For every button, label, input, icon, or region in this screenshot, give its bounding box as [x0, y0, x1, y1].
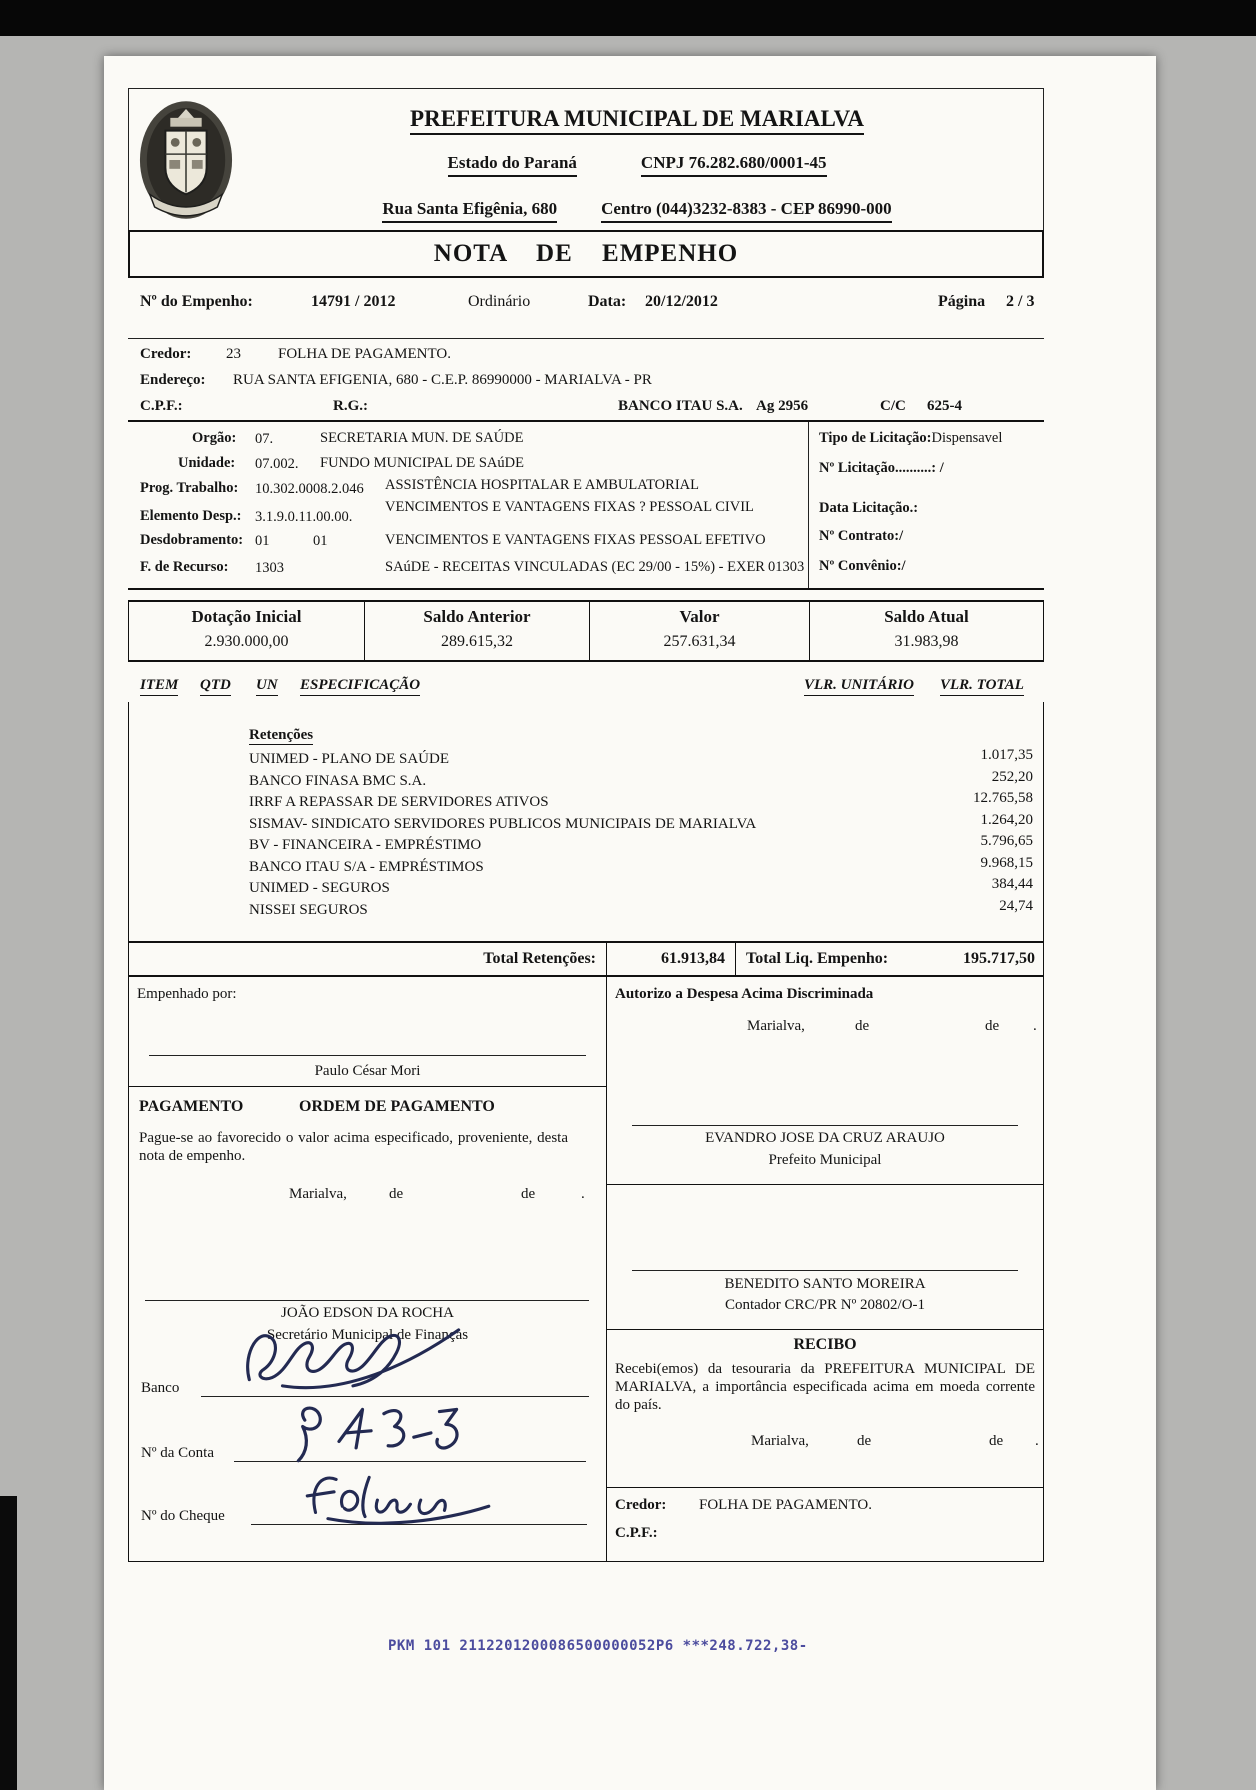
budget-classification-section	[128, 420, 1044, 590]
creditor-rg-label: R.G.:	[333, 398, 368, 414]
empenho-date: 20/12/2012	[645, 293, 718, 310]
receipt-creditor-name: FOLHA DE PAGAMENTO.	[699, 1497, 872, 1513]
letterhead	[128, 88, 1044, 230]
empenho-number: 14791 / 2012	[311, 293, 396, 310]
accountant-name: BENEDITO SANTO MOREIRA	[724, 1276, 926, 1292]
org-title: PREFEITURA MUNICIPAL DE MARIALVA	[410, 106, 864, 135]
bidding-type-row	[819, 430, 1002, 447]
classification-label: Unidade:	[178, 455, 236, 471]
cheque-number-scribble	[299, 1471, 495, 1525]
of-label: de	[855, 1018, 870, 1034]
col-especificacao: ESPECIFICAÇÃO	[300, 676, 420, 696]
signatures-section	[128, 977, 1044, 1562]
creditor-label: Credor:	[140, 346, 192, 362]
authorization-title: Autorizo a Despesa Acima Discriminada	[615, 986, 874, 1002]
total-net-value: 195.717,50	[963, 950, 1035, 967]
bank-signature-scribble	[241, 1325, 469, 1397]
of-label: de	[521, 1186, 536, 1202]
municipal-coat-of-arms-icon	[137, 97, 241, 224]
retention-value: 1.264,20	[980, 812, 1033, 828]
retention-desc: NISSEI SEGUROS	[249, 902, 368, 918]
amount-value: 31.983,98	[894, 633, 959, 650]
amount-column-header: Saldo Anterior	[365, 602, 590, 632]
empenho-number-label: Nº do Empenho:	[140, 293, 253, 310]
accountant-block	[607, 1185, 1043, 1330]
signature-line	[632, 1125, 1018, 1126]
agreement-number-label: Nº Convênio:/	[819, 558, 906, 574]
bidding-number-label: Nº Licitação..........: /	[819, 460, 944, 476]
empenho-date-label: Data:	[588, 293, 627, 310]
mayor-name: EVANDRO JOSE DA CRUZ ARAUJO	[705, 1130, 945, 1146]
retention-desc: UNIMED - SEGUROS	[249, 880, 390, 896]
classification-code: 07.	[255, 431, 274, 447]
page-label: Página	[938, 293, 986, 310]
budget-classification-left	[128, 422, 808, 588]
retention-desc: IRRF A REPASSAR DE SERVIDORES ATIVOS	[249, 794, 549, 810]
retention-value: 252,20	[991, 769, 1033, 785]
col-un: UN	[256, 676, 278, 696]
amount-value: 257.631,34	[590, 632, 810, 660]
bank-label: Banco	[141, 1380, 180, 1396]
total-retentions-label: Total Retenções:	[129, 943, 607, 975]
retention-desc: BV - FINANCEIRA - EMPRÉSTIMO	[249, 837, 482, 853]
payment-title: PAGAMENTO	[139, 1098, 244, 1115]
retention-value: 24,74	[999, 898, 1033, 914]
committed-by-label: Empenhado por:	[137, 986, 237, 1002]
payment-order-title: ORDEM DE PAGAMENTO	[299, 1098, 495, 1115]
classification-code: 1303	[255, 560, 284, 576]
period-mark: .	[581, 1186, 585, 1202]
receipt-cpf-label: C.P.F.:	[615, 1525, 658, 1541]
signature-line	[145, 1300, 589, 1301]
total-net-label: Total Liq. Empenho:	[746, 950, 889, 967]
classification-code-2: 01303	[768, 559, 805, 575]
amount-value: 2.930.000,00	[129, 632, 365, 660]
org-cnpj: CNPJ 76.282.680/0001-45	[641, 153, 827, 177]
classification-label: Desdobramento:	[140, 532, 244, 548]
col-vlr-unitario: VLR. UNITÁRIO	[804, 676, 914, 696]
col-vlr-total: VLR. TOTAL	[940, 676, 1024, 696]
org-title-row	[241, 105, 1033, 133]
account-number-scribble	[277, 1403, 463, 1465]
classification-code: 07.002.	[255, 456, 299, 472]
retention-desc: SISMAV- SINDICATO SERVIDORES PUBLICOS MUNICIPAIS DE MARIALVA	[249, 816, 757, 832]
creditor-bank-branch: Ag 2956	[756, 398, 809, 414]
classification-desc: SAúDE - RECEITAS VINCULADAS (EC 29/00 - 15%) - EXER	[385, 559, 765, 575]
retention-desc: UNIMED - PLANO DE SAÚDE	[249, 751, 449, 767]
city-label: Marialva,	[747, 1018, 805, 1034]
classification-desc: ASSISTÊNCIA HOSPITALAR E AMBULATORIAL	[385, 477, 699, 493]
retentions-group-title: Retenções	[249, 727, 314, 743]
retention-value: 12.765,58	[973, 790, 1033, 806]
bidding-date-label: Data Licitação.:	[819, 500, 919, 516]
classification-label: F. de Recurso:	[140, 559, 229, 575]
retention-desc: BANCO FINASA BMC S.A.	[249, 773, 427, 789]
bidding-type-value: Dispensavel	[931, 430, 1003, 446]
payment-order-block	[129, 1087, 606, 1561]
of-label: de	[989, 1433, 1004, 1449]
retention-value: 9.968,15	[980, 855, 1033, 871]
items-header-row	[128, 676, 1044, 702]
period-mark: .	[1035, 1433, 1039, 1449]
document-page	[104, 56, 1156, 1790]
classification-code: 01	[255, 533, 270, 549]
city-label: Marialva,	[751, 1433, 809, 1449]
scan-left-black-bar	[0, 1496, 17, 1790]
creditor-address: RUA SANTA EFIGENIA, 680 - C.E.P. 86990000 - MARIALVA - PR	[233, 372, 652, 388]
org-state: Estado do Paraná	[448, 153, 577, 177]
amount-column-header: Dotação Inicial	[129, 602, 365, 632]
classification-code: 3.1.9.0.11.00.00.	[255, 509, 353, 525]
classification-desc: VENCIMENTOS E VANTAGENS FIXAS ? PESSOAL CIVIL	[385, 499, 754, 515]
creditor-cpf-label: C.P.F.:	[140, 398, 183, 414]
amount-column-header: Valor	[590, 602, 810, 632]
contract-number-label: Nº Contrato:/	[819, 528, 904, 544]
amounts-table	[128, 600, 1044, 662]
classification-code: 10.302.0008.2.046	[255, 481, 364, 497]
finance-secretary-role: Secretário Municipal de Finanças	[266, 1327, 469, 1343]
classification-label: Elemento Desp.:	[140, 508, 242, 524]
creditor-section	[128, 338, 1044, 420]
totals-row	[128, 941, 1044, 977]
signature-line	[632, 1270, 1018, 1271]
retention-value: 384,44	[991, 876, 1033, 892]
classification-desc: FUNDO MUNICIPAL DE SAúDE	[320, 455, 524, 471]
classification-label: Orgão:	[192, 430, 237, 446]
signature-line	[149, 1055, 586, 1056]
creditor-code: 23	[226, 346, 241, 362]
col-item: ITEM	[140, 676, 178, 696]
org-address: Rua Santa Efigênia, 680	[382, 199, 557, 223]
of-label: de	[857, 1433, 872, 1449]
receipt-creditor-label: Credor:	[615, 1497, 667, 1513]
committed-by-block	[129, 977, 606, 1087]
amount-value: 289.615,32	[365, 632, 590, 660]
committed-by-name: Paulo César Mori	[314, 1063, 421, 1079]
org-address-2: Centro (044)3232-8383 - CEP 86990-000	[601, 199, 892, 223]
of-label: de	[985, 1018, 1000, 1034]
mayor-role: Prefeito Municipal	[768, 1152, 882, 1168]
creditor-address-label: Endereço:	[140, 372, 206, 388]
receipt-block	[607, 1330, 1043, 1488]
period-mark: .	[1033, 1018, 1037, 1034]
city-label: Marialva,	[289, 1186, 347, 1202]
classification-label: Prog. Trabalho:	[140, 480, 239, 496]
empenho-info-row	[128, 292, 1044, 322]
retentions-box	[128, 702, 1044, 941]
creditor-account-label: C/C	[880, 398, 906, 414]
scan-top-black-bar	[0, 0, 1256, 36]
account-number-label: Nº da Conta	[141, 1445, 214, 1461]
classification-code-2: 01	[313, 533, 328, 549]
classification-desc: VENCIMENTOS E VANTAGENS FIXAS PESSOAL EFETIVO	[385, 532, 766, 548]
finance-secretary-name: JOÃO EDSON DA ROCHA	[281, 1305, 454, 1321]
creditor-account-number: 625-4	[927, 398, 962, 414]
receipt-title: RECIBO	[793, 1336, 857, 1353]
amount-column-header: Saldo Atual	[884, 607, 969, 626]
total-retentions-value: 61.913,84	[607, 943, 736, 975]
cheque-number-label: Nº do Cheque	[141, 1508, 225, 1524]
creditor-bank: BANCO ITAU S.A.	[618, 398, 743, 414]
bidding-type-label: Tipo de Licitação:	[819, 430, 932, 446]
retention-value: 5.796,65	[980, 833, 1033, 849]
page-number: 2 / 3	[1006, 293, 1035, 310]
receipt-text: Recebi(emos) da tesouraria da PREFEITURA MUNICIPAL DE MARIALVA, a importância especificada acima em moeda corrente do país.	[615, 1361, 1035, 1413]
document-title: NOTA DE EMPENHO	[128, 230, 1044, 278]
receipt-creditor-block	[607, 1488, 1043, 1561]
empenho-type: Ordinário	[468, 293, 531, 310]
col-qtd: QTD	[200, 676, 231, 696]
payment-order-text: Pague-se ao favorecido o valor acima especificado, proveniente, desta nota de empenho.	[139, 1130, 568, 1164]
accountant-role: Contador CRC/PR Nº 20802/O-1	[724, 1297, 926, 1313]
creditor-name: FOLHA DE PAGAMENTO.	[278, 346, 451, 362]
retention-desc: BANCO ITAU S/A - EMPRÉSTIMOS	[249, 859, 484, 875]
retention-value: 1.017,35	[980, 747, 1033, 763]
of-label: de	[389, 1186, 404, 1202]
bidding-info-column	[808, 422, 1044, 588]
authorization-block	[607, 977, 1043, 1185]
classification-desc: SECRETARIA MUN. DE SAÚDE	[320, 430, 524, 446]
dot-matrix-print-line: PKM 101 2112201200086500000052P6 ***248.722,38-	[388, 1638, 808, 1654]
